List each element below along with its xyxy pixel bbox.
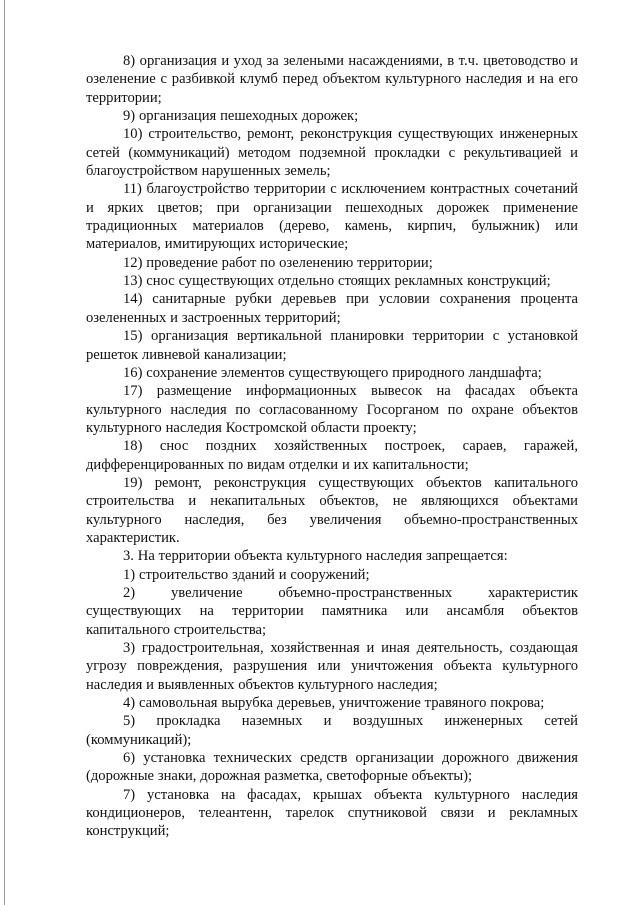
document-body [86, 52, 578, 841]
list-item-17-signage: 17) размещение информационных вывесок на фасадах объекта культурного наследия по согласованному Госорганом по охране объектов культурного наследия Костромской области проекту; [86, 383, 578, 436]
prohibited-item-7: 7) установка на фасадах, крышах объекта культурного наследия кондиционеров, телеантенн, тарелок спутниковой связи и рекламных конструкций; [86, 786, 578, 840]
list-item-15-vertical-planning: 15) организация вертикальной планировки территории с установкой решеток ливневой канализации; [86, 328, 578, 363]
list-item-13-ad-removal: 13) снос существующих отдельно стоящих рекламных конструкций; [123, 273, 551, 290]
section-3-heading: 3. На территории объекта культурного наследия запрещается: [123, 548, 508, 565]
list-item-11-landscaping: 11) благоустройство территории с исключением контрастных сочетаний и ярких цветов; при организации пешеходных дорожек применение традиционных материалов (дерево, камень, кирпич, булыжник) или материалов, имитирующих исторические; [86, 181, 578, 253]
list-item-8-greenery-care: 8) организация и уход за зелеными насаждениями, в т.ч. цветоводство и озеленение с разбивкой клумб перед объектом культурного наследия и на его территории; [86, 53, 578, 106]
list-item-9-footpaths: 9) организация пешеходных дорожек; [123, 108, 359, 125]
list-item-16-landscape-preservation: 16) сохранение элементов существующего природного ландшафта; [123, 364, 542, 381]
prohibited-item-6: 6) установка технических средств организации дорожного движения (дорожные знаки, дорожная разметка, светофорные объекты); [86, 750, 578, 785]
list-item-18-demolition: 18) снос поздних хозяйственных построек, сараев, гаражей, дифференцированных по видам отделки и их капитальности; [86, 438, 578, 473]
prohibited-item-5: 5) прокладка наземных и воздушных инженерных сетей (коммуникаций); [86, 713, 578, 748]
prohibited-item-2: 2) увеличение объемно-пространственных характеристик существующих на территории памятника или ансамбля объектов капитального строительства; [86, 584, 578, 638]
list-item-12-planting-works: 12) проведение работ по озеленению территории; [123, 254, 433, 271]
prohibited-item-3: 3) градостроительная, хозяйственная и иная деятельность, создающая угрозу повреждения, разрушения или уничтожения объекта культурного наследия и выявленных объектов культурного наследия; [86, 640, 578, 693]
list-item-10-engineering-networks: 10) строительство, ремонт, реконструкция существующих инженерных сетей (коммуникаций) методом подземной прокладки с рекультивацией и благоустройством нарушенных земель; [86, 126, 578, 180]
list-item-14-sanitary-felling: 14) санитарные рубки деревьев при условии сохранения процента озелененных и застроенных территорий; [86, 291, 578, 326]
scan-edge-line [4, 0, 5, 905]
list-item-19-repair: 19) ремонт, реконструкция существующих объектов капитального строительства и некапитальных объектов, не являющихся объектами культурного наследия, без увеличения объемно-пространственных характеристик. [86, 474, 578, 546]
prohibited-item-4: 4) самовольная вырубка деревьев, уничтожение травяного покрова; [123, 695, 545, 712]
prohibited-item-1: 1) строительство зданий и сооружений; [123, 566, 370, 583]
